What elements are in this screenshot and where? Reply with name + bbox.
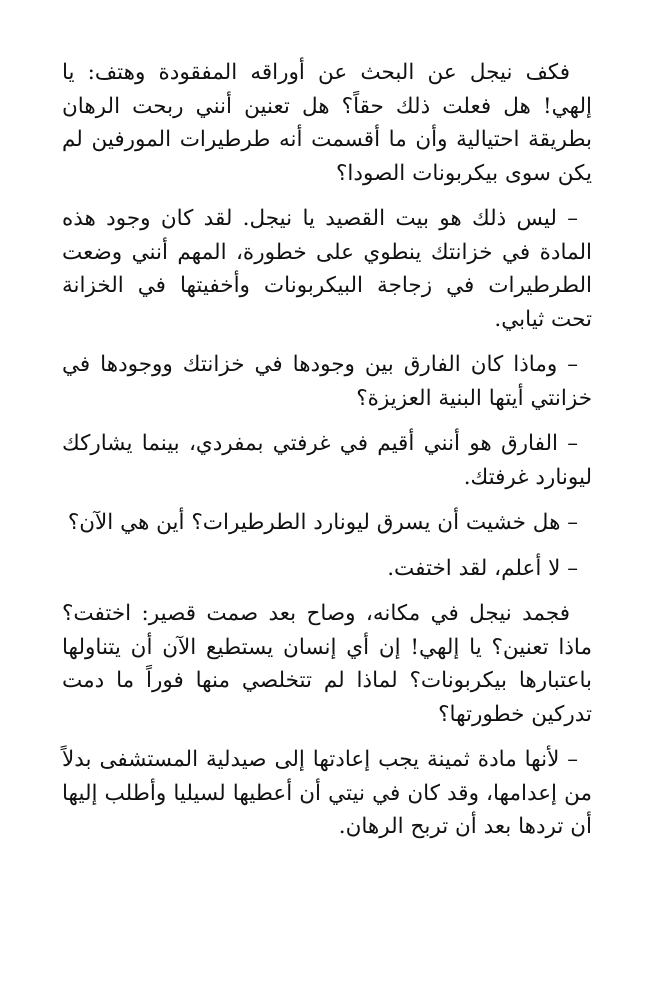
dialogue-line: – لأنها مادة ثمينة يجب إعادتها إلى صيدلية المستشفى بدلاً من إعدامها، وقد كان في نيتي أن أعطيها لسيليا وأطلب إليها أن تردها بعد أن تربح الرهان. [62,747,592,839]
paragraph: فجمد نيجل في مكانه، وصاح بعد صمت قصير: اختفت؟ ماذا تعنين؟ يا إلهي! إن أي إنسان يستطيع الآن أن يتناولها باعتبارها بيكربونات؟ لماذا لم تتخلصي منها فوراً ما دمت تدركين خطورتها؟ [62,601,592,727]
paragraph: فكف نيجل عن البحث عن أوراقه المفقودة وهتف: يا إلهي! هل فعلت ذلك حقاً؟ هل تعنين أنني ربحت الرهان بطريقة احتيالية وأن ما أقسمت أنه طرطيرات المورفين لم يكن سوى بيكربونات الصودا؟ [62,60,592,186]
book-page [62,56,592,856]
dialogue-line: – هل خشيت أن يسرق ليونارد الطرطيرات؟ أين هي الآن؟ [67,510,578,535]
dialogue-line: – لا أعلم، لقد اختفت. [387,555,578,581]
dialogue-line: – وماذا كان الفارق بين وجودها في خزانتك ووجودها في خزانتي أيتها البنية العزيزة؟ [62,352,592,411]
dialogue-line: – الفارق هو أنني أقيم في غرفتي بمفردي، بينما يشاركك ليونارد غرفتك. [62,431,592,490]
dialogue-line: – ليس ذلك هو بيت القصيد يا نيجل. لقد كان وجود هذه المادة في خزانتك ينطوي على خطورة، المهم أنني وضعت الطرطيرات في زجاجة البيكربونات وأخفيتها في الخزانة تحت ثيابي. [62,206,592,332]
